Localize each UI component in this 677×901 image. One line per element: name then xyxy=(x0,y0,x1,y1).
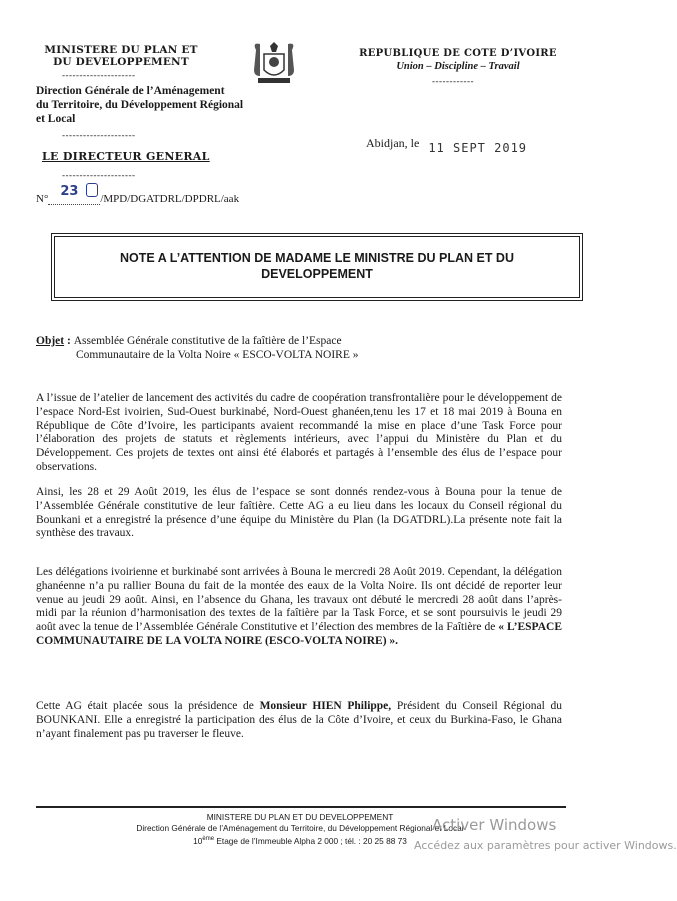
subject-block xyxy=(36,334,556,362)
paragraph-3-bold: « L’ESPACE COMMUNAUTAIRE DE LA VOLTA NOIRE (ESCO-VOLTA NOIRE) ». xyxy=(36,621,562,647)
footer-line2: Direction Générale de l’Aménagement du Territoire, du Développement Régional et Local xyxy=(136,823,464,833)
footer-line1: MINISTERE DU PLAN ET DU DEVELOPPEMENT xyxy=(206,812,394,822)
ref-suffix: /MPD/DGATDRL/DPDRL/aak xyxy=(100,193,240,205)
note-title-box xyxy=(54,236,580,298)
handwritten-mark-icon xyxy=(86,183,98,197)
city-label: Abidjan, le xyxy=(366,136,420,150)
note-title xyxy=(55,237,579,282)
national-motto: Union – Discipline – Travail xyxy=(396,61,520,72)
note-title-line2: DEVELOPPEMENT xyxy=(261,267,373,281)
paragraph-2: Ainsi, les 28 et 29 Août 2019, les élus de l’espace se sont donnés rendez-vous à Bouna pour la tenue de l’Assemblée Générale constitutive de leur faîtière. Cette AG a eu lieu dans les locaux du Conseil régional du Bounkani et a enregistré la présence d’une équipe du Ministère du Plan (la DGATDRL).La présente note fait la synthèse des travaux. xyxy=(36,486,562,540)
divider-dashes: ------------ xyxy=(432,76,474,86)
subject-separator: : xyxy=(64,335,74,347)
direction-line3: et Local xyxy=(36,113,76,125)
direction-name xyxy=(36,84,243,126)
paragraph-3-text: Les délégations ivoirienne et burkinabé sont arrivées à Bouna le mercredi 28 Août 2019. Cependant, la délégation ghanéenne n’a pu rallier Bouna du fait de la montée des eaux de la Volta Noire. Ils ont décidé de reporter leur venue au jeudi 29 août. Ainsi, en l’absence du Ghana, les travaux ont débuté le mercredi 28 août dans l’après-midi par la réunion d’harmonisation des textes de la faîtière par la Task Force, et se sont poursuivis le jeudi 29 août avec la tenue de l’Assemblée Générale Constitutive et l’élection des membres de la Faîtière de xyxy=(36,566,562,634)
divider-dashes: --------------------- xyxy=(62,130,136,140)
watermark-title: Activer Windows xyxy=(432,816,557,834)
divider-dashes: --------------------- xyxy=(62,170,136,180)
paragraph-4-text-b: Président du Conseil Régional du BOUNKANI. Elle a enregistré la participation des élus de la Côte d’Ivoire, et ceux du Burkina-Faso, le Ghana n’ayant finalement pas pu traverser le fleuve. xyxy=(36,700,563,740)
place-date xyxy=(366,136,528,155)
paragraph-4 xyxy=(36,700,562,741)
subject-line2: Communautaire de la Volta Noire « ESCO-VOLTA NOIRE » xyxy=(76,349,359,361)
subject-line1: Assemblée Générale constitutive de la faîtière de l’Espace xyxy=(73,335,342,347)
handwritten-number: 23 xyxy=(60,184,79,199)
footer-floor-suffix: ème xyxy=(202,836,215,842)
ref-prefix: N° xyxy=(36,193,49,205)
note-title-line1: NOTE A L’ATTENTION DE MADAME LE MINISTRE DU PLAN ET DU xyxy=(120,251,514,265)
footer-address: Etage de l’Immeuble Alpha 2 000 ; tél. : 20 25 88 73 xyxy=(214,835,407,846)
date-stamp: 11 SEPT 2019 xyxy=(428,141,528,155)
republic-name: REPUBLIQUE DE COTE D’IVOIRE xyxy=(359,48,557,59)
director-title: LE DIRECTEUR GENERAL xyxy=(42,150,210,163)
direction-line1: Direction Générale de l’Aménagement xyxy=(36,85,225,97)
reference-number xyxy=(36,184,240,205)
activation-watermark xyxy=(414,816,677,852)
footer-floor: 10 xyxy=(193,835,203,846)
ministry-line1: MINISTERE DU PLAN ET xyxy=(44,44,198,56)
paragraph-4-text-a: Cette AG était placée sous la présidence de xyxy=(36,700,260,712)
divider-dashes: --------------------- xyxy=(62,70,136,80)
watermark-subtitle: Accédez aux paramètres pour activer Windows. xyxy=(414,839,677,852)
footer-rule xyxy=(36,806,566,808)
coat-of-arms-icon xyxy=(246,40,302,86)
subject-label: Objet xyxy=(36,335,65,347)
ministry-name xyxy=(36,44,206,68)
paragraph-4-bold: Monsieur HIEN Philippe, xyxy=(259,700,392,712)
direction-line2: du Territoire, du Développement Régional xyxy=(36,99,244,111)
paragraph-1: A l’issue de l’atelier de lancement des activités du cadre de coopération transfrontalière pour le développement de l’espace Nord-Est ivoirien, Sud-Ouest burkinabé, Nord-Ouest ghanéen,tenu les 17 et 18 mai 2019 à Bouna en République de Côte d’Ivoire, les participants avaient recommandé la mise en place d’une Task Force pour l’élaboration des projets de statuts et règlements intérieurs, avec l’appui du Ministère du Plan et du Développement. Ces projets de textes ont ainsi été élaborés et partagés à l’ensemble des élus de l’espace pour observations. xyxy=(36,392,562,473)
paragraph-3 xyxy=(36,566,562,649)
ministry-line2: DU DEVELOPPEMENT xyxy=(53,56,189,68)
